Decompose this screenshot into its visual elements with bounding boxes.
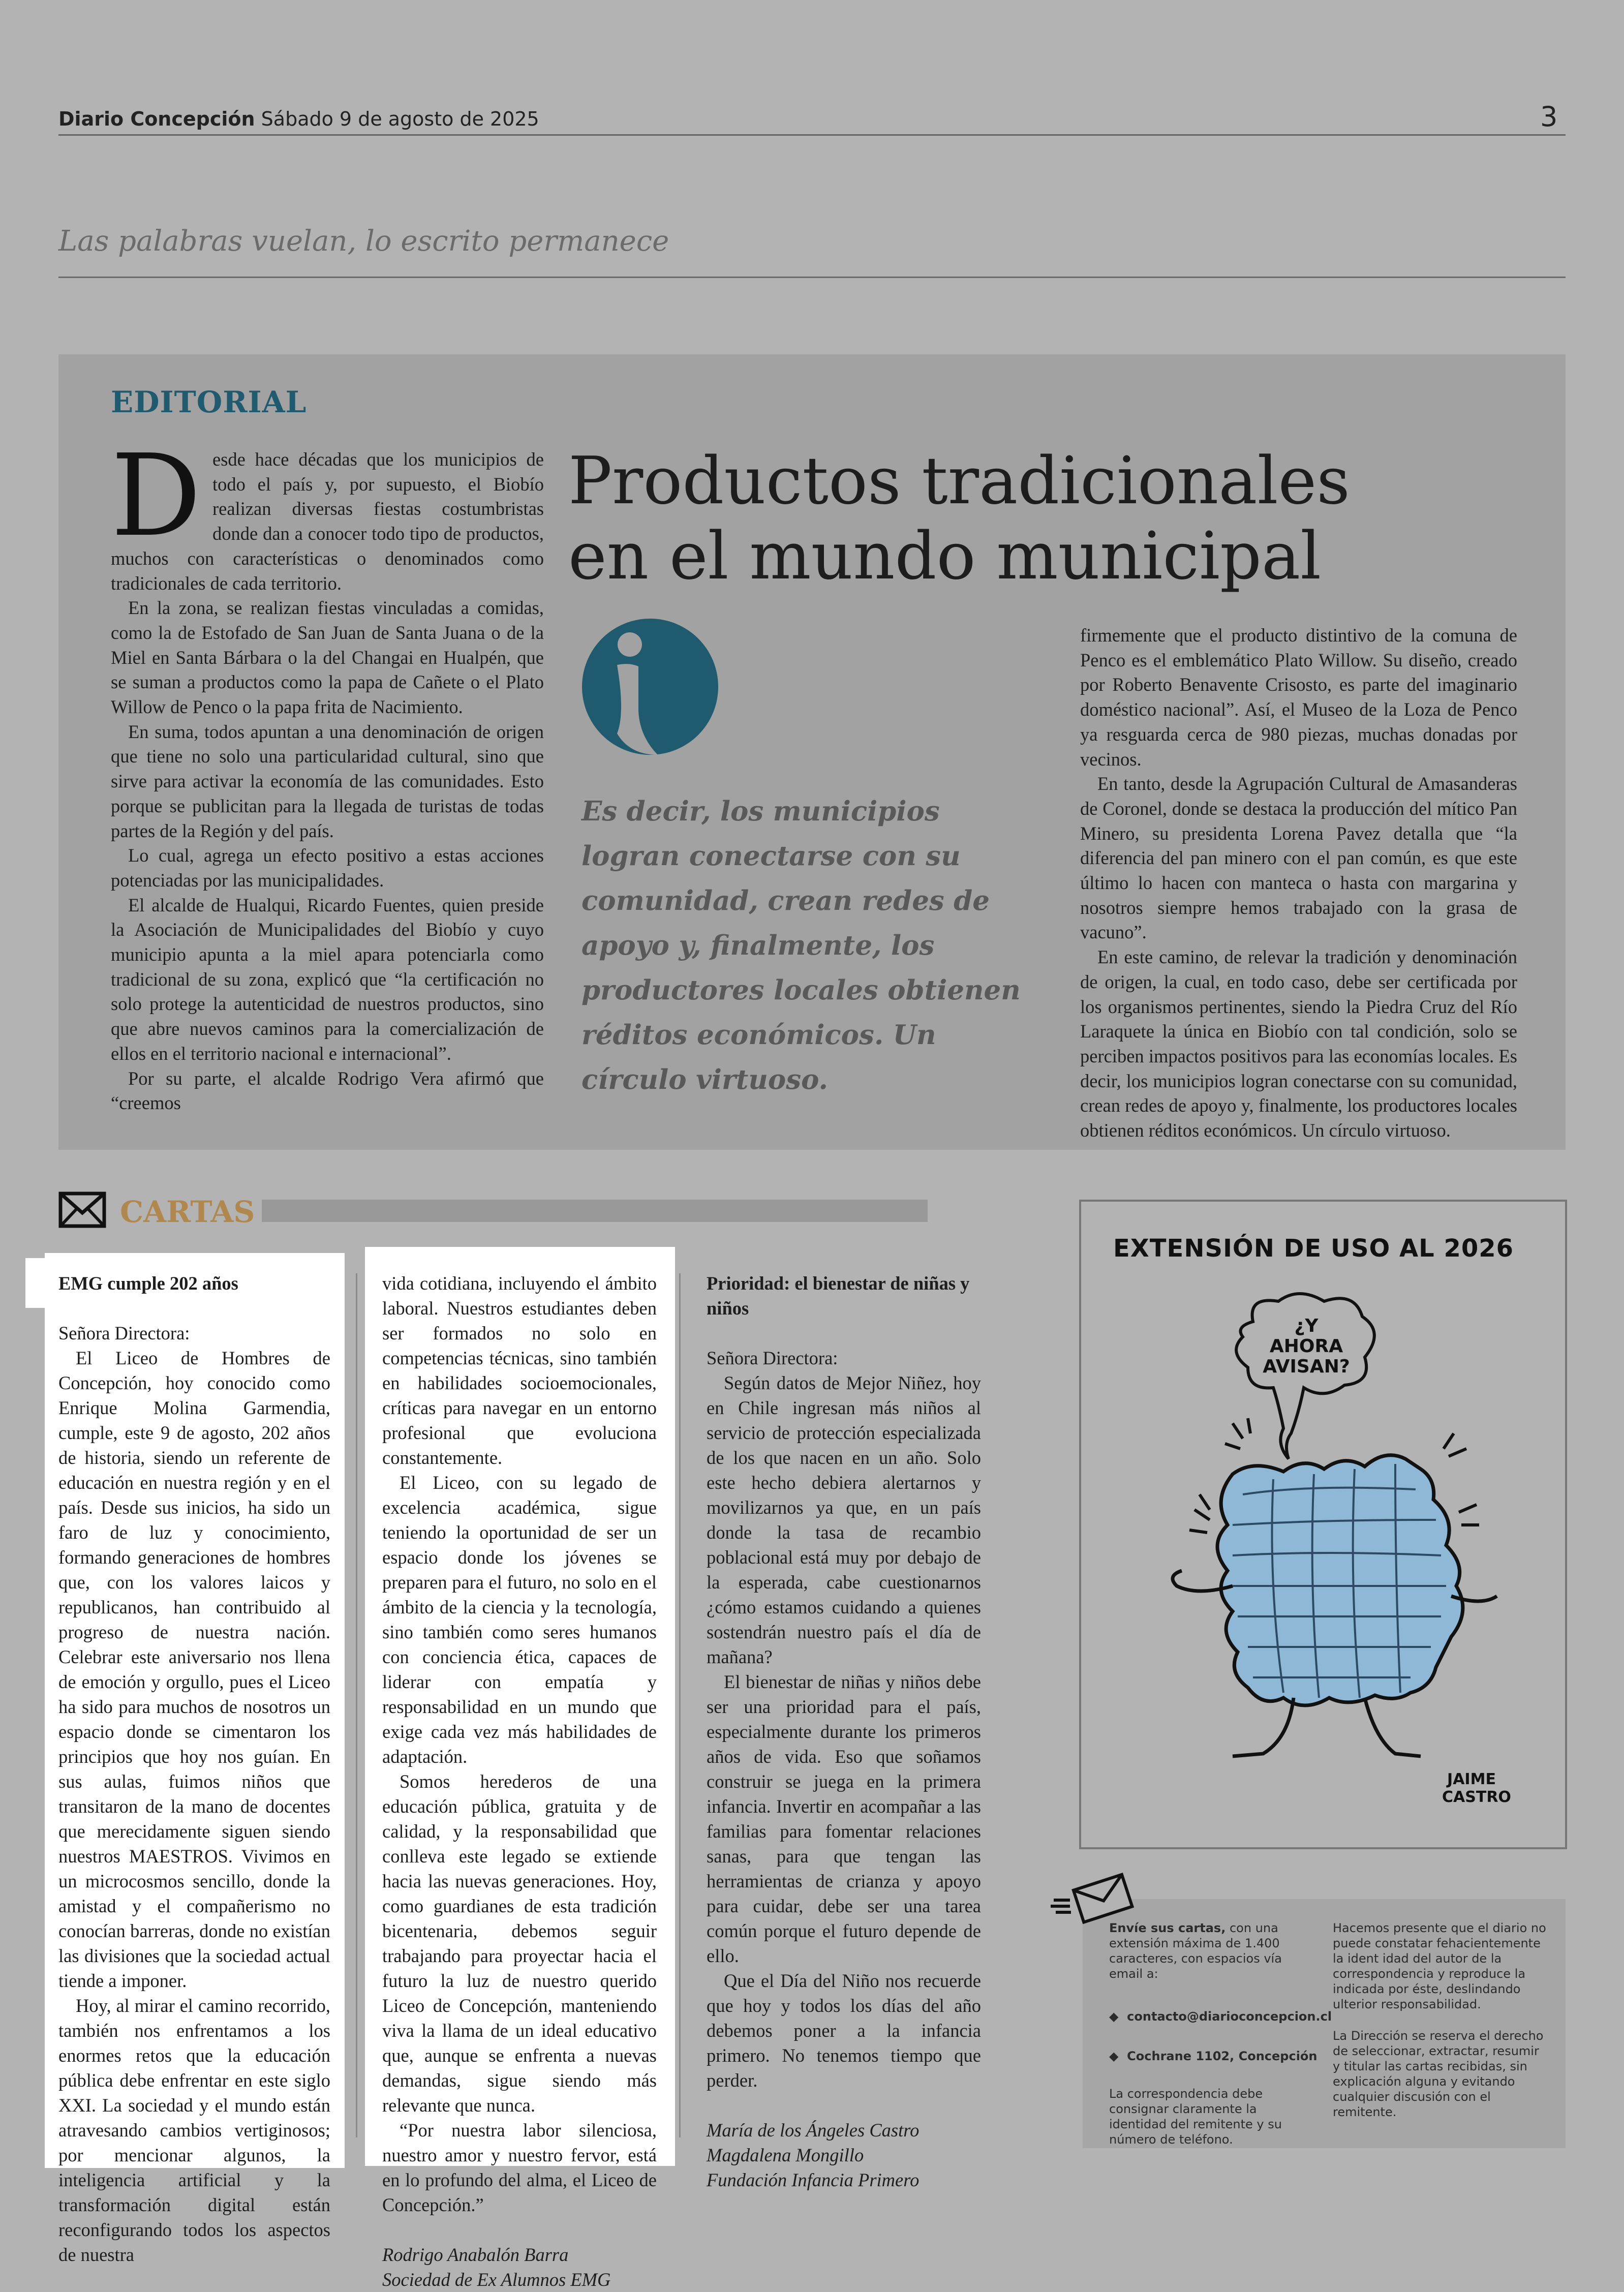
letter-paragraph: vida cotidiana, incluyendo el ámbito laboral. Nuestros estudiantes deben ser formados no solo en competencias técnicas, sino también en habilidades socioemocionales, críticas para navegar en un entorno profesional que evoluciona constantemente. <box>382 1273 657 1468</box>
header-rule <box>58 134 1566 136</box>
card-leg <box>1233 1698 1294 1756</box>
speech-line: ¿Y <box>1294 1316 1319 1336</box>
letter-signature: María de los Ángeles Castro <box>707 2120 920 2141</box>
editorial-column-1 <box>111 431 544 1116</box>
editorial-paragraph: En este camino, de relevar la tradición y denominación de origen, la cual, en todo caso, debe ser certificada por los organismos pertinentes, siendo la Piedra Cruz del Río Laraquete la única en Biobío con tal condición, solo se perciben impactos positivos para las economías locales. Es decir, los municipios logran conectarse con su comunidad, crean redes de apoyo y, finalmente, los productores locales obtienen réditos económicos. Un círculo virtuoso. <box>1080 946 1517 1141</box>
header-publication-line <box>58 108 539 130</box>
letter-title: Prioridad: el bienestar de niñas y niños <box>707 1273 970 1319</box>
letter-signature: Rodrigo Anabalón Barra <box>382 2244 569 2265</box>
publication-name: Diario Concepción <box>58 108 255 130</box>
submission-email[interactable]: ◆ contacto@diarioconcepcion.cl <box>1109 2009 1332 2024</box>
editorial-paragraph: firmemente que el producto distintivo de la comuna de Penco es el emblemático Plato Willow. Su diseño, creado por Roberto Benavente Crisosto, es parte del imaginario doméstico nacional”. Así, el Museo de la Loza de Penco ya resguarda cerca de 980 piezas, muchas donadas por vecinos. <box>1080 625 1517 770</box>
letter-greeting: Señora Directora: <box>707 1348 838 1368</box>
editorial-paragraph: Desde hace décadas que los municipios de todo el país y, por supuesto, el Biobío realizan diversas fiestas costumbristas donde dan a conocer todo tipo de productos, muchos con características o denominados como tradicionales de cada territorio. <box>111 431 544 594</box>
dropcap: D <box>111 431 201 562</box>
disclaimer-paragraph: La Dirección se reserva el derecho de seleccionar, extractar, resumir y titular las cartas recibidas, sin explicación alguna y evitando cualquier discusión con el remitente. <box>1333 2029 1544 2119</box>
artist-signature: JAIME <box>1447 1770 1496 1788</box>
letter-paragraph: El bienestar de niñas y niños debe ser una prioridad para el país, especialmente durante los primeros años de vida. Eso que soñamos construir se juega en la primera infancia. Invertir en acompañar a las familias para fomentar relaciones sanas, para que tengan las herramientas de crianza y apoyo para cuidar, debe ser una tarea común porque el futuro depende de ello. <box>707 1671 981 1966</box>
page-number: 3 <box>1540 101 1558 133</box>
speech-line: AVISAN? <box>1263 1356 1350 1377</box>
column-divider <box>356 1273 357 2137</box>
editorial-paragraph: Lo cual, agrega un efecto positivo a estas acciones potenciadas por las municipalidades. <box>111 845 544 891</box>
motto-rule <box>58 277 1566 278</box>
editorial-paragraph: El alcalde de Hualqui, Ricardo Fuentes, quien preside la Asociación de Municipalidades del Biobío y cuyo municipio apunta a la miel apara potenciarla como tradicional de su zona, explicó que “la certificación no solo protege la autenticidad de nuestros productos, sino que abre nuevos caminos para la comercialización de ellos en el territorio nacional e internacional”. <box>111 894 544 1064</box>
cartas-header-bar <box>262 1200 928 1222</box>
submission-disclaimer <box>1333 1920 1546 2120</box>
editorial-title: Productos tradicionales en el mundo municipal <box>568 443 1350 594</box>
letter-greeting: Señora Directora: <box>58 1323 190 1343</box>
letter-signature: Magdalena Mongillo <box>707 2145 864 2165</box>
section-motto: Las palabras vuelan, lo escrito permanece <box>58 225 669 258</box>
cartas-label: CARTAS <box>120 1195 255 1229</box>
letter-1-continued <box>382 1271 657 2292</box>
editorial-paragraph: Por su parte, el alcalde Rodrigo Vera afirmó que “creemos <box>111 1067 544 1114</box>
cartoon-illustration <box>1080 1281 1566 1845</box>
envelope-icon <box>58 1191 106 1228</box>
letter-2 <box>707 1271 981 2192</box>
info-icon <box>581 617 719 759</box>
submission-intro: Envíe sus cartas, con una extensión máxima de 1.400 caracteres, con espacios vía email a: <box>1109 1921 1282 1981</box>
submission-note: La correspondencia debe consignar claramente la identidad del remitente y su número de teléfono. <box>1109 2087 1282 2147</box>
letter-paragraph: Hoy, al mirar el camino recorrido, también nos enfrentamos a los enormes retos que la educación pública debe enfrentar en este siglo XXI. La sociedad y el mundo están atravesando cambios vertiginosos; por mencionar algunos, la inteligencia artificial y la transformación digital están reconfigurando todos los aspectos de nuestra <box>58 1995 330 2265</box>
letter-paragraph: Somos herederos de una educación pública, gratuita y de calidad, y la responsabilidad que conlleva este legado se extiende hacia las nuevas generaciones. Hoy, como guardianes de esta tradición bicentenaria, debemos seguir trabajando para proyectar hacia el futuro la luz de nuestro querido Liceo de Concepción, manteniendo viva la llama de un ideal educativo que, aunque se enfrenta a nuevas demandas, sigue siendo más relevante que nunca. <box>382 1771 657 2116</box>
editorial-column-3 <box>1080 623 1517 1143</box>
letter-1 <box>58 1271 330 2267</box>
editorial-paragraph: En tanto, desde la Agrupación Cultural de Amasanderas de Coronel, donde se destaca la producción del mítico Pan Minero, su presidenta Lorena Pavez detalla que “la diferencia del pan minero con el pan común, es que este último lo hacen con manteca o hasta con margarina y nosotros siempre hemos trabajado con la grasa de vacuno”. <box>1080 773 1517 943</box>
speech-line: AHORA <box>1269 1336 1343 1357</box>
editorial-pullquote: Es decir, los municipios logran conectarse con su comunidad, crean redes de apoyo y, finalmente, los productores locales obtienen réditos económicos. Un círculo virtuoso. <box>581 796 1021 1095</box>
editorial-paragraph: En la zona, se realizan fiestas vinculadas a comidas, como la de Estofado de San Juan de Santa Juana o de la Miel en Santa Bárbara o la del Changai en Hualpén, que se suman a productos como la papa de Cañete o el Plato Willow de Penco o la papa frita de Nacimiento. <box>111 597 544 718</box>
letter-paragraph: El Liceo de Hombres de Concepción, hoy conocido como Enrique Molina Garmendia, cumple, este 9 de agosto, 202 años de historia, siendo un referente de educación en nuestra región y en el país. Desde sus inicios, ha sido un faro de luz y conocimiento, formando generaciones de hombres que, con los valores laicos y republicanos, han contribuido al progreso de nuestra nación. Celebrar este aniversario nos llena de emoción y orgullo, pues el Liceo ha sido para muchos de nosotros un espacio donde se cimentaron los principios que hoy nos guían. En sus aulas, fuimos niños que transitaron de la mano de docentes que merecidamente siguen siendo nuestros MAESTROS. Vivimos en un microcosmos sencillo, donde la amistad y el compañerismo no conocían barreras, donde no existían las divisiones que la sociedad actual tiende a imponer. <box>58 1348 330 1991</box>
envelope-icon <box>1050 1871 1136 1921</box>
disclaimer-paragraph: Hacemos presente que el diario no puede constatar fehacientemente la ident idad del autor de la correspondencia y reproduce la indicada por éste, deslindando ulterior responsabilidad. <box>1333 1921 1546 2011</box>
submission-address: ◆ Cochrane 1102, Concepción <box>1109 2049 1317 2063</box>
letter-paragraph: “Por nuestra labor silenciosa, nuestro amor y nuestro fervor, está en lo profundo del alma, el Liceo de Concepción.” <box>382 2120 657 2215</box>
letter-signature: Fundación Infancia Primero <box>707 2169 920 2190</box>
letter-paragraph: Según datos de Mejor Niñez, hoy en Chile ingresan más niños al servicio de protección especializada de los que nacen en un año. Solo este hecho debiera alertarnos y movilizarnos ya que, en un país donde la tasa de recambio poblacional está muy por debajo de la esperada, cabe cuestionarnos ¿cómo estamos cuidando a quienes sostendrán nuestro país el día de mañana? <box>707 1372 981 1667</box>
artist-signature: CASTRO <box>1442 1788 1511 1806</box>
letter-paragraph: Que el Día del Niño nos recuerde que hoy y todos los días del año debemos poner a la infancia primero. No tenemos tiempo que perder. <box>707 1970 981 2091</box>
letter-paragraph: El Liceo, con su legado de excelencia académica, sigue teniendo la oportunidad de ser un espacio donde los jóvenes se preparen para el futuro, no solo en el ámbito de la ciencia y la tecnología, sino también como seres humanos con conciencia ética, capaces de liderar con empatía y responsabilidad en un mundo que exige cada vez más habilidades de adaptación. <box>382 1472 657 1767</box>
editorial-label: EDITORIAL <box>111 385 307 419</box>
editorial-paragraph: En suma, todos apuntan a una denominación de origen que tiene no solo una particularidad cultural, sino que sirve para activar la economía de las comunidades. Esto porque se publicitan para la llegada de turistas de todas partes de la Región y del país. <box>111 721 544 841</box>
letter-title: EMG cumple 202 años <box>58 1273 238 1294</box>
column-divider <box>679 1273 681 2137</box>
submission-instructions <box>1109 1920 1332 2147</box>
card-leg <box>1365 1698 1421 1756</box>
letter-signature: Sociedad de Ex Alumnos EMG <box>382 2269 611 2290</box>
letter-panel-notch <box>25 1258 47 1308</box>
publication-date: Sábado 9 de agosto de 2025 <box>261 108 539 130</box>
cartoon-title: EXTENSIÓN DE USO AL 2026 <box>1113 1234 1514 1263</box>
